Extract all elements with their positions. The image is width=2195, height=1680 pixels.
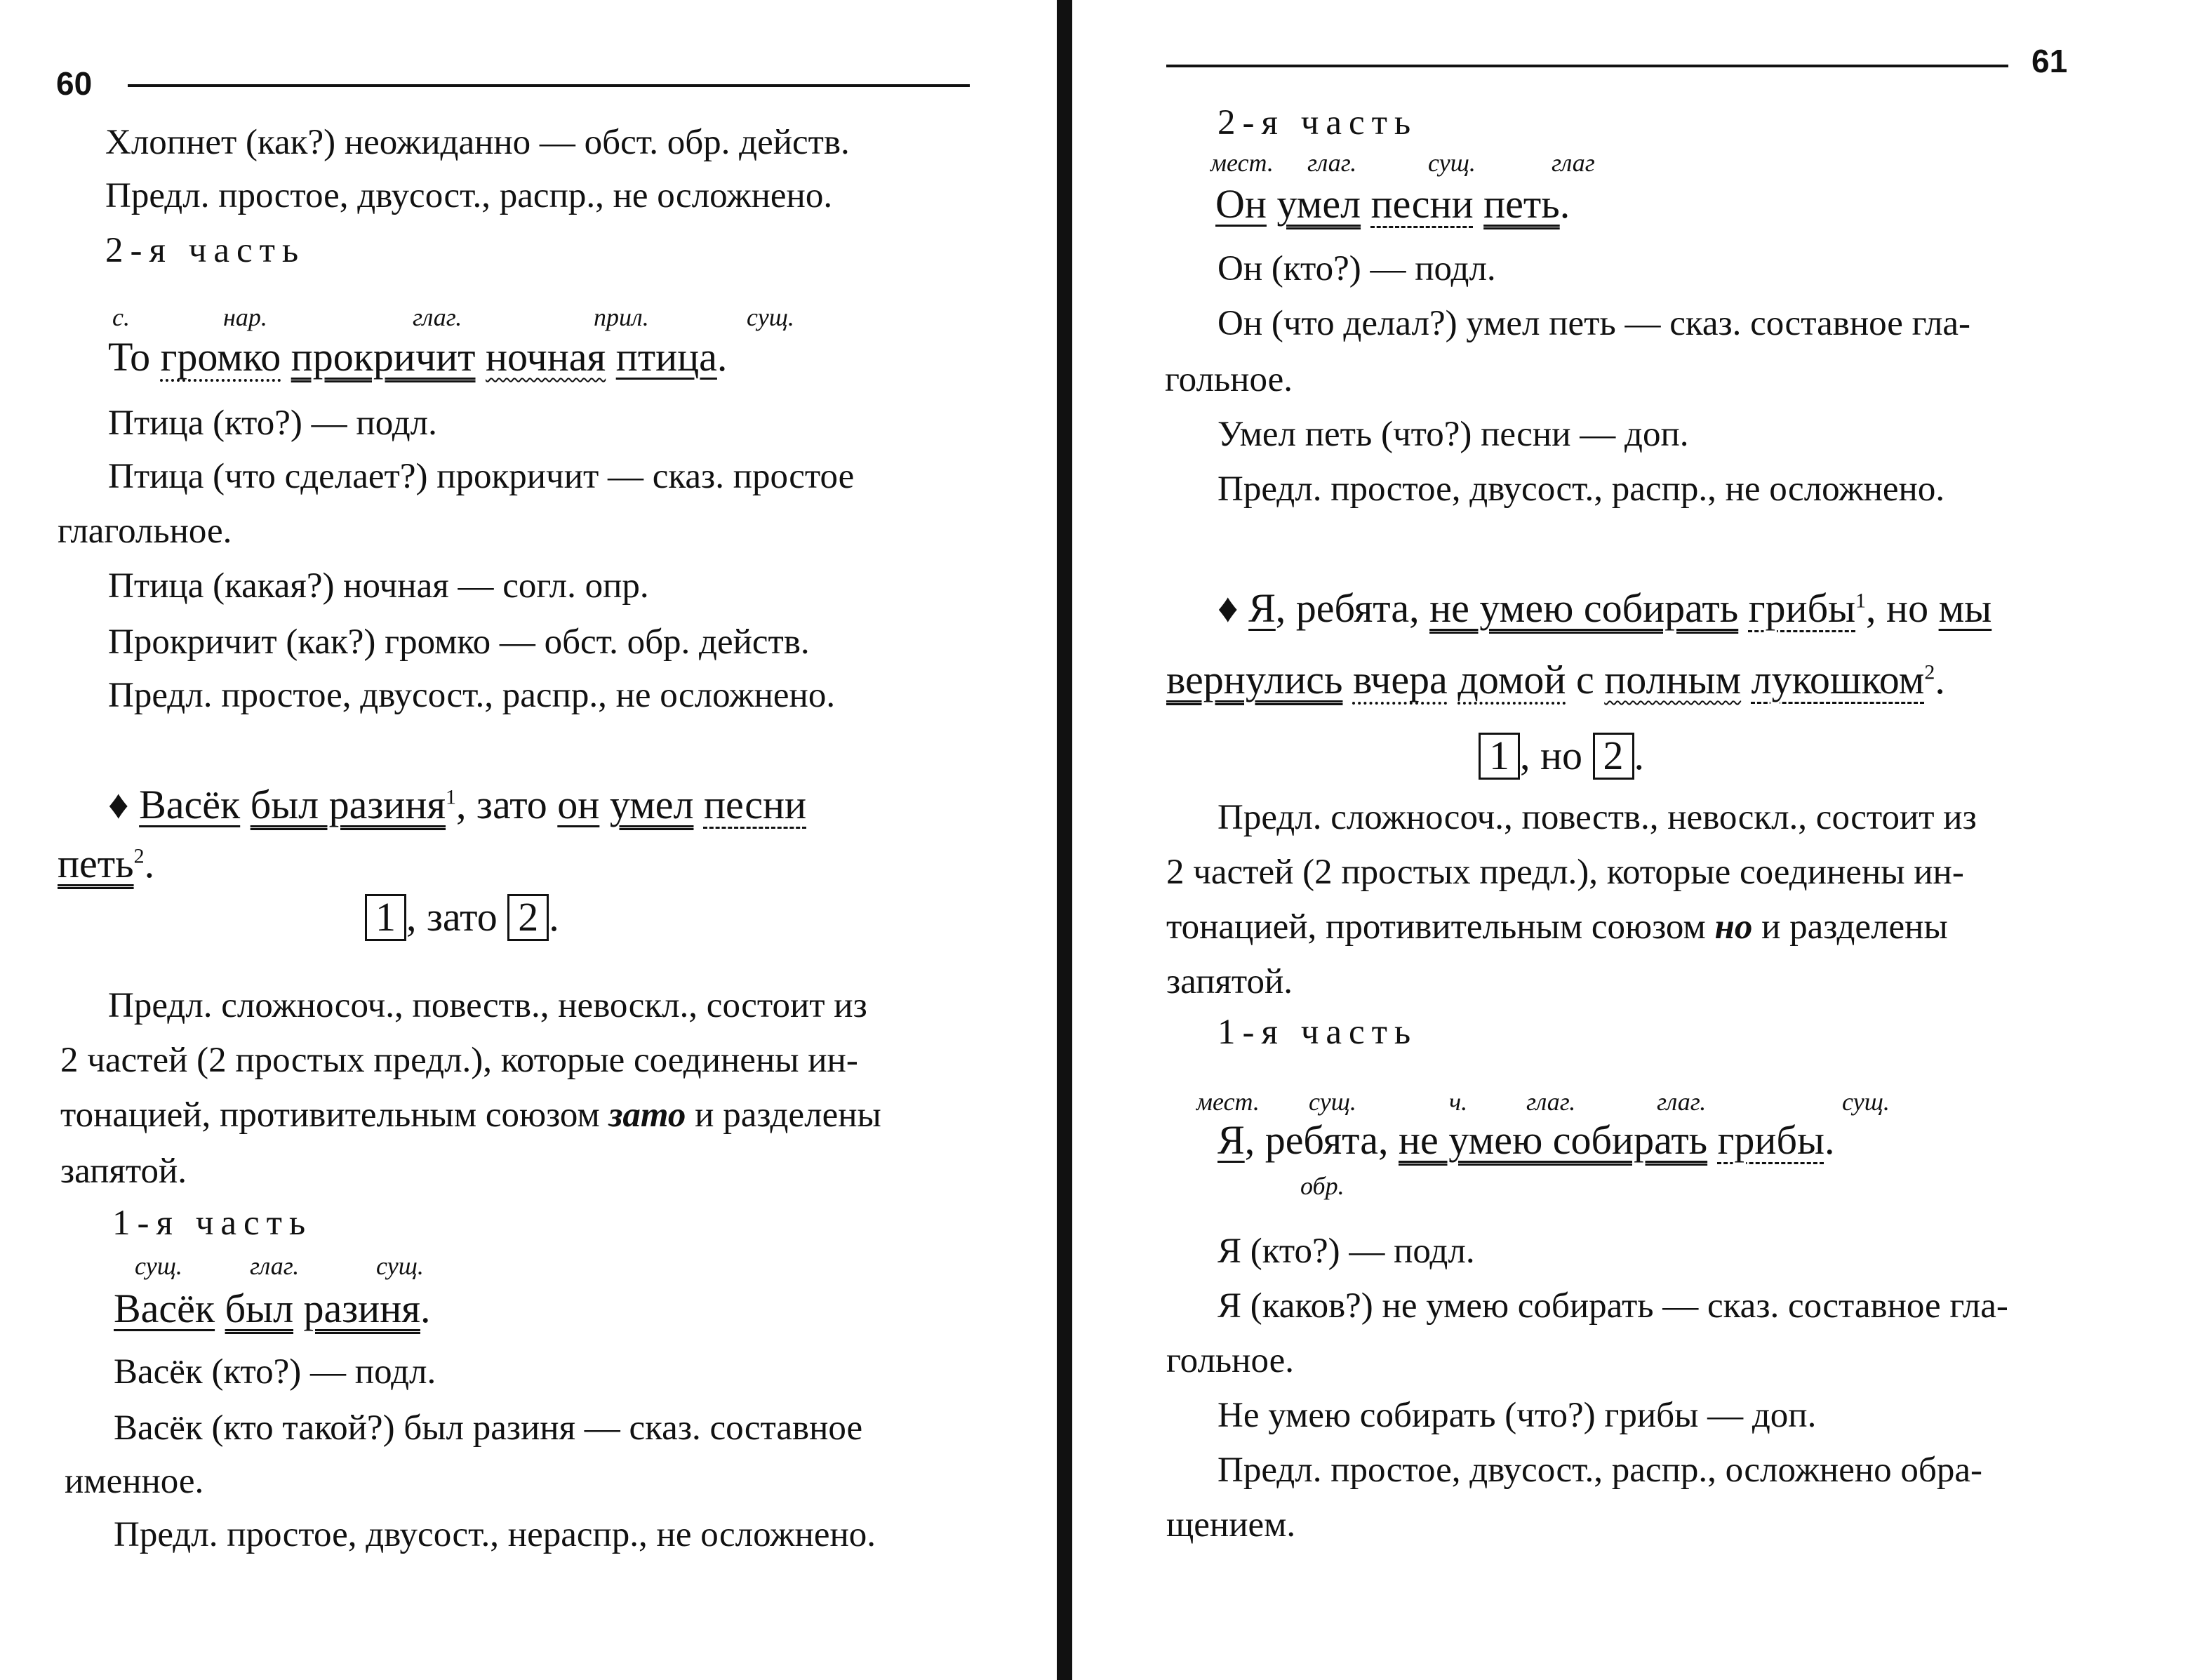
clause-box: 2: [1593, 733, 1634, 780]
text-line: Птица (что сделает?) прокричит — сказ. простое: [108, 457, 855, 496]
punct: .: [1634, 733, 1645, 778]
pos-label: глаг.: [413, 303, 462, 331]
punct: .: [549, 894, 559, 940]
word-predicate: не умею собирать: [1398, 1117, 1708, 1163]
word-predicate: разиня: [303, 1286, 420, 1331]
example-sentence: [1217, 585, 1992, 631]
text-line: Я (кто?) — подл.: [1217, 1232, 1475, 1271]
parsed-sentence: [1215, 181, 1570, 227]
word-attribute: полным: [1604, 657, 1742, 702]
bullet-icon: ♦: [108, 782, 129, 827]
text-span: тонацией, противительным союзом: [60, 1095, 600, 1135]
word-subject: Я: [1248, 585, 1276, 631]
text-line: Васёк (кто?) — подл.: [114, 1352, 436, 1392]
pos-label: ч.: [1449, 1088, 1468, 1116]
punct: .: [1824, 1117, 1835, 1163]
page-number: 60: [56, 65, 93, 102]
text-line: запятой.: [1166, 962, 1293, 1001]
text-line: Прокричит (как?) громко — обст. обр. действ.: [108, 622, 810, 662]
footnote-mark: 2: [1924, 660, 1935, 684]
emphasized-conjunction: зато: [608, 1095, 686, 1135]
text-line: запятой.: [60, 1152, 187, 1191]
parsed-sentence: [114, 1288, 430, 1329]
pos-label: мест.: [1210, 149, 1274, 177]
preposition: с: [1575, 657, 1594, 702]
pos-label: обр.: [1300, 1172, 1345, 1200]
word-adverbial: громко: [160, 334, 281, 380]
pos-label: глаг.: [1526, 1088, 1576, 1116]
pos-label: сущ.: [1842, 1088, 1890, 1116]
address: , ребята,: [1244, 1117, 1399, 1163]
page-left: [0, 0, 1060, 1680]
text-line: 2 частей (2 простых предл.), которые соединены ин-: [1166, 853, 1964, 892]
word-subject: Васёк: [139, 782, 241, 827]
word-object: песни: [703, 782, 807, 827]
header-rule: [128, 84, 970, 87]
section-heading: 2-я часть: [105, 231, 306, 270]
punct: .: [716, 334, 728, 380]
punct: .: [144, 841, 155, 886]
bullet-icon: ♦: [1217, 585, 1239, 631]
text-line: Птица (какая?) ночная — согл. опр.: [108, 566, 649, 606]
footnote-mark: 2: [133, 844, 145, 868]
scheme-conjunction: , но: [1520, 733, 1583, 778]
sentence-scheme: [365, 894, 559, 941]
word-subject: Васёк: [114, 1286, 215, 1331]
parsed-sentence: [108, 334, 728, 380]
word-object: грибы: [1717, 1117, 1824, 1163]
section-heading: 1-я часть: [1217, 1013, 1418, 1052]
punct: .: [1559, 181, 1570, 227]
text-line: Он (что делал?) умел петь — сказ. составное гла-: [1217, 304, 1971, 343]
word-object: грибы: [1748, 585, 1856, 631]
pos-label: нар.: [223, 303, 267, 331]
example-sentence-continued: [58, 841, 155, 886]
pos-label: глаг.: [1307, 149, 1357, 177]
emphasized-conjunction: но: [1714, 907, 1753, 947]
conjunction: , но: [1866, 585, 1929, 631]
text-line: гольное.: [1165, 360, 1293, 399]
pos-label: сущ.: [376, 1252, 424, 1280]
page-number: 61: [2031, 43, 2068, 79]
text-line: Не умею собирать (что?) грибы — доп.: [1217, 1396, 1817, 1435]
text-line: Он (кто?) — подл.: [1217, 249, 1496, 288]
text-line: Предл. сложносоч., повеств., невоскл., состоит из: [1217, 798, 1977, 837]
text-line: глагольное.: [58, 512, 232, 551]
scheme-conjunction: , зато: [406, 894, 498, 940]
text-line: Предл. простое, двусост., распр., не осложнено.: [1217, 469, 1945, 509]
word-adverbial: вчера: [1352, 657, 1448, 702]
word-subject: мы: [1938, 585, 1992, 631]
word-predicate: умел: [609, 782, 694, 827]
pos-label: глаг.: [1657, 1088, 1707, 1116]
text-line: Предл. простое, двусост., распр., не осложнено.: [108, 676, 836, 715]
punct: .: [420, 1286, 431, 1331]
word-subject: он: [557, 782, 600, 827]
sentence-scheme: [1479, 733, 1644, 780]
section-heading: 2-я часть: [1217, 103, 1418, 142]
word-object: лукошком: [1751, 657, 1925, 702]
word-adverbial: домой: [1457, 657, 1566, 702]
page-right: [1070, 0, 2195, 1680]
clause-box: 1: [1479, 733, 1520, 780]
clause-box: 1: [365, 894, 406, 941]
word-predicate: петь: [58, 841, 134, 886]
pos-label: с.: [112, 303, 130, 331]
parsed-sentence: [1217, 1117, 1835, 1163]
word-predicate: петь: [1483, 181, 1560, 227]
text-line: Предл. простое, двусост., распр., осложнено обра-: [1217, 1451, 1982, 1490]
word-subject: птица: [615, 334, 717, 380]
word-predicate: был разиня: [250, 782, 446, 827]
pos-label: прил.: [594, 303, 649, 331]
pos-label: сущ.: [747, 303, 794, 331]
text-span: и разделены: [1761, 907, 1948, 947]
word-predicate: был: [225, 1286, 294, 1331]
pos-label: мест.: [1196, 1088, 1260, 1116]
clause-box: 2: [507, 894, 549, 941]
word-object: песни: [1370, 181, 1474, 227]
section-heading: 1-я часть: [112, 1204, 313, 1243]
conjunction: , зато: [456, 782, 547, 827]
footnote-mark: 1: [446, 785, 457, 809]
header-rule: [1166, 65, 2008, 67]
text-line: Предл. сложносоч., повеств., невоскл., состоит из: [108, 986, 867, 1025]
text-line: [1166, 909, 1948, 945]
word-subject: Он: [1215, 181, 1267, 227]
address: , ребята,: [1275, 585, 1430, 631]
word-subject: Я: [1217, 1117, 1245, 1163]
pos-label: сущ.: [1309, 1088, 1356, 1116]
text-line: Предл. простое, двусост., распр., не осложнено.: [105, 176, 833, 215]
pos-label: глаг.: [250, 1252, 300, 1280]
footnote-mark: 1: [1855, 589, 1867, 613]
punct: .: [1935, 657, 1945, 702]
text-line: Васёк (кто такой?) был разиня — сказ. составное: [114, 1408, 863, 1448]
text-line: именное.: [65, 1462, 204, 1501]
text-line: [60, 1095, 881, 1135]
text-span: тонацией, противительным союзом: [1166, 907, 1706, 947]
text-line: Предл. простое, двусост., нераспр., не осложнено.: [114, 1515, 876, 1554]
word-predicate: не умею собирать: [1429, 585, 1739, 631]
text-line: гольное.: [1166, 1341, 1294, 1380]
word: То: [108, 334, 151, 380]
text-line: щением.: [1166, 1505, 1296, 1545]
text-line: 2 частей (2 простых предл.), которые соединены ин-: [60, 1041, 858, 1080]
text-line: Умел петь (что?) песни — доп.: [1217, 415, 1689, 454]
pos-label: глаг: [1552, 149, 1595, 177]
example-sentence-continued: [1166, 657, 1945, 702]
word-predicate: прокричит: [291, 334, 476, 380]
example-sentence: [108, 782, 807, 827]
text-span: и разделены: [695, 1095, 881, 1135]
pos-label: сущ.: [135, 1252, 182, 1280]
word-predicate: вернулись: [1166, 657, 1343, 702]
text-line: Я (каков?) не умею собирать — сказ. составное гла-: [1217, 1286, 2008, 1326]
word-predicate: умел: [1276, 181, 1361, 227]
pos-label: сущ.: [1428, 149, 1476, 177]
word-attribute: ночная: [486, 334, 606, 380]
text-line: Хлопнет (как?) неожиданно — обст. обр. действ.: [105, 123, 850, 162]
text-line: Птица (кто?) — подл.: [108, 404, 437, 443]
